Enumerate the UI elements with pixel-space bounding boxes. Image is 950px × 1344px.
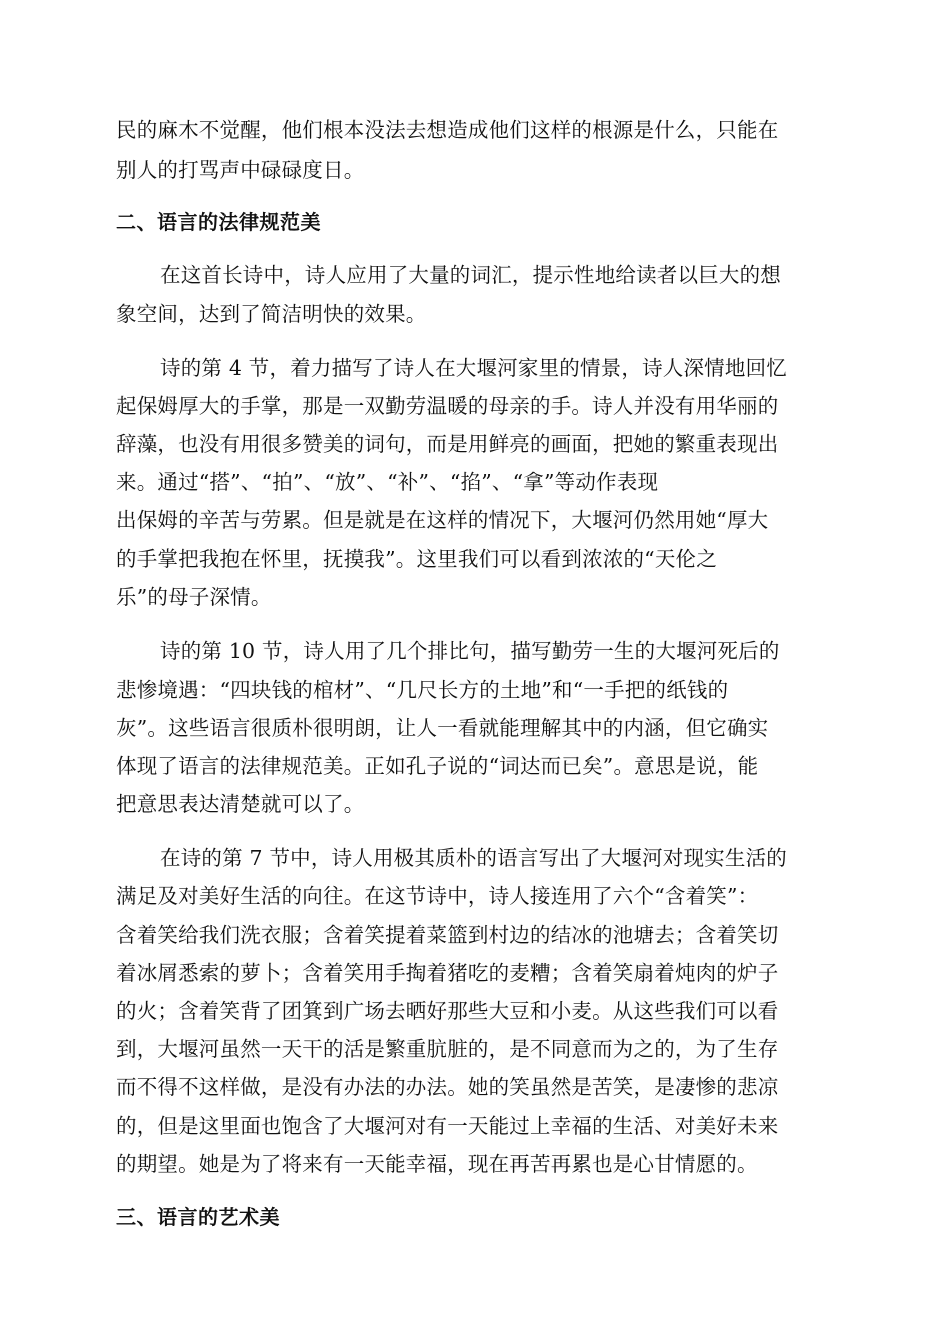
text-line: 的手掌把我抱在怀里，抚摸我”。这里我们可以看到浓浓的“天伦之 <box>116 547 717 571</box>
text-line: 的火；含着笑背了团箕到广场去晒好那些大豆和小麦。从这些我们可以看 <box>116 999 779 1023</box>
text-line: 满足及对美好生活的向往。在这节诗中，诗人接连用了六个“含着笑”： <box>116 884 759 908</box>
text-line: 辞藻，也没有用很多赞美的词句，而是用鲜亮的画面，把她的繁重表现出 <box>116 432 779 456</box>
section-heading: 二、语言的法律规范美 <box>116 210 321 234</box>
text-line: 而不得不这样做，是没有办法的办法。她的笑虽然是苦笑，是凄惨的悲凉 <box>116 1075 779 1099</box>
text-line: 来。通过“搭”、“拍”、“放”、“补”、“掐”、“拿”等动作表现 <box>116 470 659 494</box>
text-line: 含着笑给我们洗衣服；含着笑提着菜篮到村边的结冰的池塘去；含着笑切 <box>116 923 779 947</box>
text-line: 象空间，达到了简洁明快的效果。 <box>116 302 427 326</box>
text-line: 的期望。她是为了将来有一天能幸福，现在再苦再累也是心甘情愿的。 <box>116 1152 758 1176</box>
text-line: 把意思表达清楚就可以了。 <box>116 792 365 816</box>
text-line: 到，大堰河虽然一天干的活是繁重肮脏的，是不同意而为之的，为了生存 <box>116 1037 779 1061</box>
text-line: 起保姆厚大的手掌，那是一双勤劳温暖的母亲的手。诗人并没有用华丽的 <box>116 394 779 418</box>
text-line: 乐”的母子深情。 <box>116 585 272 609</box>
text-line: 民的麻木不觉醒，他们根本没法去想造成他们这样的根源是什么，只能在 <box>116 118 779 142</box>
text-line: 的，但是这里面也饱含了大堰河对有一天能过上幸福的生活、对美好未来 <box>116 1114 779 1138</box>
paragraph-first-line: 诗的第 4 节，着力描写了诗人在大堰河家里的情景，诗人深情地回忆 <box>160 356 787 380</box>
paragraph-first-line: 在诗的第 7 节中，诗人用极其质朴的语言写出了大堰河对现实生活的 <box>160 846 787 870</box>
section-heading: 三、语言的艺术美 <box>116 1205 280 1229</box>
text-line: 出保姆的辛苦与劳累。但是就是在这样的情况下，大堰河仍然用她“厚大 <box>116 508 769 532</box>
paragraph-first-line: 诗的第 10 节，诗人用了几个排比句，描写勤劳一生的大堰河死后的 <box>160 639 780 663</box>
paragraph-first-line: 在这首长诗中，诗人应用了大量的词汇，提示性地给读者以巨大的想 <box>160 263 781 287</box>
text-line: 别人的打骂声中碌碌度日。 <box>116 158 365 182</box>
text-line: 悲惨境遇：“四块钱的棺材”、“几尺长方的土地”和“一手把的纸钱的 <box>116 678 729 702</box>
text-line: 灰”。这些语言很质朴很明朗，让人一看就能理解其中的内涵，但它确实 <box>116 716 769 740</box>
text-line: 着冰屑悉索的萝卜；含着笑用手掏着猪吃的麦糟；含着笑扇着炖肉的炉子 <box>116 961 779 985</box>
text-line: 体现了语言的法律规范美。正如孔子说的“词达而已矣”。意思是说，能 <box>116 754 759 778</box>
